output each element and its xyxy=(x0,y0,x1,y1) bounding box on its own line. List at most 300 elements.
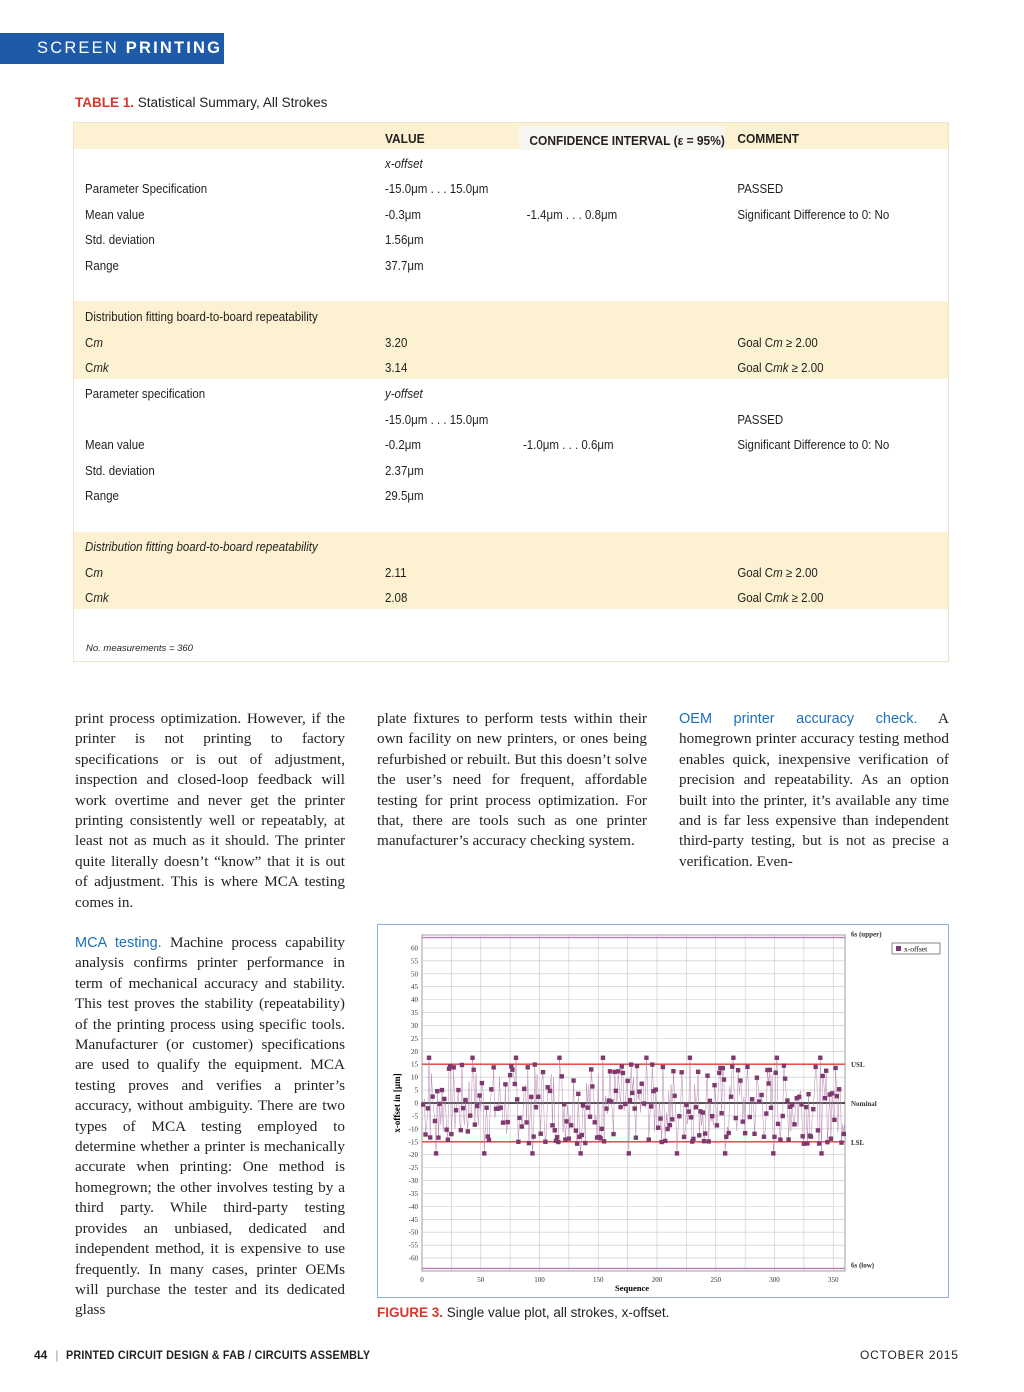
table-row xyxy=(74,560,878,586)
data-point xyxy=(463,1098,467,1102)
data-point xyxy=(833,1066,837,1070)
cmk-symbol: C xyxy=(85,361,94,375)
y-tick-label: 60 xyxy=(411,944,418,953)
data-point xyxy=(480,1081,484,1085)
data-point xyxy=(529,1095,533,1099)
figure-caption-text: Single value plot, all strokes, x-offset. xyxy=(446,1305,670,1320)
data-point xyxy=(454,1108,458,1112)
goal-threshold: ≥ 2.00 xyxy=(788,361,824,375)
data-point xyxy=(663,1139,667,1143)
y-tick-label: 55 xyxy=(411,957,418,966)
data-point xyxy=(829,1136,833,1140)
table-row xyxy=(74,253,878,279)
table-row xyxy=(74,483,878,509)
data-point xyxy=(764,1111,768,1115)
y-tick-label: -50 xyxy=(408,1228,418,1237)
data-point xyxy=(813,1065,817,1069)
data-point xyxy=(578,1151,582,1155)
data-point xyxy=(593,1120,597,1124)
data-point xyxy=(734,1116,738,1120)
data-point xyxy=(715,1123,719,1127)
data-point xyxy=(748,1115,752,1119)
table-row xyxy=(74,407,878,433)
data-point xyxy=(668,1123,672,1127)
data-point xyxy=(679,1070,683,1074)
data-point xyxy=(616,1069,620,1073)
y-tick-label: 35 xyxy=(411,1009,418,1018)
data-point xyxy=(427,1056,431,1060)
data-point xyxy=(538,1132,542,1136)
data-point xyxy=(799,1102,803,1106)
data-point xyxy=(830,1091,834,1095)
data-point xyxy=(688,1056,692,1060)
data-point xyxy=(696,1070,700,1074)
data-point xyxy=(729,1095,733,1099)
data-point xyxy=(487,1138,491,1142)
cmk-subscript: mk xyxy=(93,591,109,605)
data-point xyxy=(637,1089,641,1093)
y-tick-label: -5 xyxy=(412,1112,418,1121)
data-point xyxy=(743,1131,747,1135)
y-tick-label: -25 xyxy=(408,1164,418,1173)
row-value: 3.20 xyxy=(384,336,408,350)
legend-entry: x-offset xyxy=(904,944,928,954)
data-point xyxy=(531,1134,535,1138)
data-point xyxy=(805,1141,809,1145)
page-number: 44 xyxy=(34,1348,48,1362)
x-distribution-heading: Distribution fitting board-to-board repeatability xyxy=(85,310,318,324)
figure-caption-label: FIGURE 3. xyxy=(377,1305,444,1320)
data-point xyxy=(562,1102,566,1106)
figure-caption xyxy=(377,1305,669,1320)
data-point xyxy=(650,1062,654,1066)
row-comment: Significant Difference to 0: No xyxy=(737,438,890,452)
row-value: 1.56μm xyxy=(384,233,424,247)
cm-symbol: C xyxy=(85,566,94,580)
goal-threshold: ≥ 2.00 xyxy=(788,591,824,605)
data-point xyxy=(456,1088,460,1092)
section-name-light: SCREEN xyxy=(37,39,119,57)
data-point xyxy=(571,1078,575,1082)
data-point xyxy=(534,1105,538,1109)
data-point xyxy=(466,1129,470,1133)
y-tick-label: 25 xyxy=(411,1034,418,1043)
data-point xyxy=(491,1065,495,1069)
data-point xyxy=(691,1137,695,1141)
data-point xyxy=(782,1063,786,1067)
header-value: VALUE xyxy=(384,131,425,146)
data-point xyxy=(671,1069,675,1073)
y-distribution-heading: Distribution fitting board-to-board repeatability xyxy=(85,540,318,554)
data-point xyxy=(766,1081,770,1085)
data-point xyxy=(647,1137,651,1141)
table-header-row xyxy=(74,125,878,151)
data-point xyxy=(707,1139,711,1143)
row-value: -0.2μm xyxy=(384,438,421,452)
data-point xyxy=(658,1116,662,1120)
data-point xyxy=(501,1120,505,1124)
data-point xyxy=(708,1099,712,1103)
y-tick-label: -15 xyxy=(408,1138,418,1147)
data-point xyxy=(567,1136,571,1140)
data-point xyxy=(839,1140,843,1144)
y-tick-label: 5 xyxy=(414,1086,418,1095)
data-point xyxy=(773,1071,777,1075)
row-param: Std. deviation xyxy=(85,233,155,247)
data-point xyxy=(602,1139,606,1143)
table-row xyxy=(74,227,878,253)
x-tick-label: 200 xyxy=(651,1276,663,1284)
data-point xyxy=(601,1056,605,1060)
data-point xyxy=(625,1079,629,1083)
row-ci: -1.4μm . . . 0.8μm xyxy=(526,208,618,222)
data-point xyxy=(665,1127,669,1131)
data-point xyxy=(470,1056,474,1060)
y-tick-label: 30 xyxy=(411,1021,418,1030)
data-point xyxy=(752,1132,756,1136)
row-value: 2.37μm xyxy=(384,464,424,478)
table-caption-text: Statistical Summary, All Strokes xyxy=(137,95,328,110)
row-comment: PASSED xyxy=(737,182,784,196)
y-tick-label: -35 xyxy=(408,1189,418,1198)
data-point xyxy=(520,1124,524,1128)
x-tick-label: 0 xyxy=(420,1276,424,1284)
data-point xyxy=(459,1128,463,1132)
data-point xyxy=(694,1105,698,1109)
data-point xyxy=(628,1098,632,1102)
reference-line-label: USL xyxy=(851,1061,865,1070)
data-point xyxy=(536,1095,540,1099)
data-point xyxy=(712,1083,716,1087)
data-point xyxy=(477,1093,481,1097)
data-point xyxy=(600,1127,604,1131)
article-paragraph xyxy=(679,709,949,872)
data-point xyxy=(556,1140,560,1144)
y-axis-label: x-offset in [µm] xyxy=(392,1073,402,1133)
goal-text: Goal C xyxy=(737,566,774,580)
row-param: Range xyxy=(85,259,119,273)
data-point xyxy=(806,1092,810,1096)
data-point xyxy=(611,1132,615,1136)
goal-subscript: mk xyxy=(773,591,789,605)
article-column-1b xyxy=(75,933,345,1321)
y-tick-label: -20 xyxy=(408,1151,418,1160)
data-point xyxy=(499,1106,503,1110)
data-point xyxy=(722,1077,726,1081)
data-point xyxy=(590,1084,594,1088)
data-point xyxy=(656,1126,660,1130)
data-point xyxy=(614,1089,618,1093)
table-row xyxy=(74,432,890,458)
data-point xyxy=(510,1067,514,1071)
data-point xyxy=(842,1132,846,1136)
data-point xyxy=(654,1087,658,1091)
data-point xyxy=(609,1099,613,1103)
data-point xyxy=(811,1107,815,1111)
data-point xyxy=(757,1099,761,1103)
data-point xyxy=(832,1118,836,1122)
x-tick-label: 50 xyxy=(477,1276,485,1284)
article-paragraph: print process optimization. However, if the printer is not printing to factory specifications or is out of adjustment, inspection and closed-loop feedback will work overtime and never get the printer printing consistently well or repeatably, at least not as much as it should. The printer quite literally doesn’t “know” that it is out of adjustment. This is where MCA testing comes in. xyxy=(75,710,345,911)
data-point xyxy=(516,1140,520,1144)
data-point xyxy=(564,1119,568,1123)
goal-threshold: ≥ 2.00 xyxy=(782,566,818,580)
data-point xyxy=(484,1106,488,1110)
row-param xyxy=(85,591,109,605)
data-point xyxy=(515,1097,519,1101)
data-point xyxy=(776,1122,780,1126)
data-point xyxy=(783,1076,787,1080)
data-point xyxy=(560,1074,564,1078)
data-point xyxy=(632,1106,636,1110)
data-point xyxy=(514,1056,518,1060)
table-row xyxy=(74,458,878,484)
data-point xyxy=(755,1076,759,1080)
data-point xyxy=(530,1151,534,1155)
data-point xyxy=(452,1065,456,1069)
reference-line-label: LSL xyxy=(851,1138,865,1147)
data-point xyxy=(702,1139,706,1143)
table-row xyxy=(74,330,878,356)
data-point xyxy=(627,1151,631,1155)
data-point xyxy=(576,1092,580,1096)
data-point xyxy=(630,1091,634,1095)
data-point xyxy=(629,1062,633,1066)
data-point xyxy=(472,1068,476,1072)
data-point xyxy=(436,1135,440,1139)
data-point xyxy=(790,1103,794,1107)
row-ci: -1.0μm . . . 0.6μm xyxy=(522,438,614,452)
data-point xyxy=(468,1113,472,1117)
data-point xyxy=(444,1127,448,1131)
data-point xyxy=(819,1151,823,1155)
article-column-3 xyxy=(679,709,949,872)
data-point xyxy=(731,1056,735,1060)
data-point xyxy=(837,1087,841,1091)
data-point xyxy=(440,1088,444,1092)
data-point xyxy=(675,1151,679,1155)
y-tick-label: -45 xyxy=(408,1215,418,1224)
statistics-table xyxy=(73,122,949,662)
data-point xyxy=(543,1140,547,1144)
row-value: 29.5μm xyxy=(384,489,424,503)
figure-3-chart xyxy=(377,924,949,1298)
data-point xyxy=(771,1151,775,1155)
table-caption-label: TABLE 1. xyxy=(75,95,135,110)
table-row xyxy=(74,304,878,330)
data-point xyxy=(689,1115,693,1119)
table-row xyxy=(74,202,890,228)
table-row xyxy=(74,381,878,407)
article-column-2 xyxy=(377,709,647,852)
data-point xyxy=(433,1119,437,1123)
cmk-symbol: C xyxy=(85,591,94,605)
data-point xyxy=(569,1123,573,1127)
data-point xyxy=(581,1103,585,1107)
data-point xyxy=(575,1141,579,1145)
data-point xyxy=(434,1151,438,1155)
data-point xyxy=(710,1114,714,1118)
data-point xyxy=(642,1101,646,1105)
table-row xyxy=(74,176,878,202)
data-point xyxy=(818,1056,822,1060)
data-point xyxy=(677,1114,681,1118)
data-point xyxy=(717,1071,721,1075)
data-point xyxy=(548,1089,552,1093)
row-param xyxy=(85,566,103,580)
data-point xyxy=(705,1074,709,1078)
y-tick-label: 0 xyxy=(414,1099,418,1108)
subhead-oem-accuracy-check: OEM printer accuracy check. xyxy=(679,711,918,727)
data-point xyxy=(527,1141,531,1145)
data-point xyxy=(608,1069,612,1073)
goal-text: Goal C xyxy=(737,361,774,375)
data-point xyxy=(759,1093,763,1097)
row-value: 2.11 xyxy=(384,566,407,580)
x-offset-label: x-offset xyxy=(384,157,423,171)
data-point xyxy=(809,1134,813,1138)
data-point xyxy=(824,1069,828,1073)
row-value: 2.08 xyxy=(384,591,408,605)
data-point xyxy=(421,1102,425,1106)
x-tick-label: 250 xyxy=(710,1276,721,1284)
data-point xyxy=(823,1096,827,1100)
data-point xyxy=(703,1131,707,1135)
data-point xyxy=(762,1135,766,1139)
data-point xyxy=(750,1097,754,1101)
data-point xyxy=(797,1095,801,1099)
row-param xyxy=(85,361,109,375)
row-param: Range xyxy=(85,489,119,503)
table-row xyxy=(74,585,878,611)
data-point xyxy=(460,1063,464,1067)
row-comment: PASSED xyxy=(737,413,784,427)
y-tick-label: 40 xyxy=(411,996,418,1005)
data-point xyxy=(786,1137,790,1141)
header-confidence-interval: CONFIDENCE INTERVAL (ε = 95%) xyxy=(529,133,725,148)
subhead-mca-testing: MCA testing. xyxy=(75,935,162,951)
data-point xyxy=(724,1135,728,1139)
data-point xyxy=(585,1105,589,1109)
row-param: Std. deviation xyxy=(85,464,155,478)
data-point xyxy=(701,1110,705,1114)
data-point xyxy=(574,1128,578,1132)
data-point xyxy=(533,1062,537,1066)
data-point xyxy=(804,1105,808,1109)
legend xyxy=(892,943,940,954)
data-point xyxy=(801,1134,805,1138)
data-point xyxy=(621,1071,625,1075)
data-point xyxy=(588,1115,592,1119)
data-point xyxy=(769,1106,773,1110)
data-point xyxy=(541,1070,545,1074)
section-name-bold: PRINTING xyxy=(125,39,223,57)
row-comment: Significant Difference to 0: No xyxy=(737,208,890,222)
data-point xyxy=(428,1135,432,1139)
data-point xyxy=(835,1094,839,1098)
y-tick-label: 10 xyxy=(411,1073,418,1082)
goal-threshold: ≥ 2.00 xyxy=(782,336,818,350)
data-point xyxy=(526,1065,530,1069)
data-point xyxy=(449,1132,453,1136)
data-point xyxy=(475,1104,479,1108)
data-point xyxy=(697,1133,701,1137)
data-point xyxy=(550,1123,554,1127)
data-point xyxy=(745,1065,749,1069)
row-value: -15.0μm . . . 15.0μm xyxy=(384,413,489,427)
issue-date: OCTOBER 2015 xyxy=(860,1348,959,1362)
data-point xyxy=(446,1138,450,1142)
data-point xyxy=(719,1111,723,1115)
data-point xyxy=(640,1082,644,1086)
data-point xyxy=(580,1133,584,1137)
paragraph-body: A homegrown printer accuracy testing method enables quick, inexpensive verification of precision and repeatability. As an option built into the printer, it’s available any time and is far less expensive than independent third-party testing, but is not as precise a verification. Even- xyxy=(679,710,949,870)
paragraph-body: Machine process capability analysis confirms printer performance in term of mechanical accuracy and stability. This test proves the stability (repeatability) of the printing process using specific tools. Manufacturer (or customer) specifications are used to qualify the equipment. MCA testing proves and verifies a printer’s accuracy, without ambiguity. There are two types of MCA testing employed to determine whether a printer is mechanically accurate when printing: One method is homegrown; the other involves testing by a third party. While third-party testing provides an unbiased, dedicated and independent method, it is expensive to use frequently. In many cases, printer OEMs will purchase the tester and its dedicated glass xyxy=(75,934,346,1319)
goal-subscript: m xyxy=(773,336,783,350)
y-spec-param: Parameter specification xyxy=(85,387,206,401)
cmk-subscript: mk xyxy=(93,361,109,375)
data-point xyxy=(736,1068,740,1072)
data-point xyxy=(672,1094,676,1098)
row-value: 3.14 xyxy=(384,361,408,375)
row-comment xyxy=(737,591,823,605)
y-tick-label: 15 xyxy=(411,1060,418,1069)
article-column-1a xyxy=(75,709,345,913)
data-point xyxy=(670,1117,674,1121)
data-point xyxy=(817,1141,821,1145)
data-point xyxy=(687,1109,691,1113)
data-point xyxy=(589,1067,593,1071)
row-param xyxy=(85,336,103,350)
cm-subscript: m xyxy=(93,336,103,350)
data-point xyxy=(635,1064,639,1068)
data-point xyxy=(778,1137,782,1141)
goal-text: Goal C xyxy=(737,336,774,350)
row-value: -0.3μm xyxy=(384,208,421,222)
table-row xyxy=(74,534,878,560)
data-point xyxy=(623,1102,627,1106)
data-point xyxy=(437,1102,441,1106)
data-point xyxy=(785,1098,789,1102)
row-comment xyxy=(737,566,817,580)
reference-line-label: 6s (low) xyxy=(851,1261,875,1270)
data-point xyxy=(508,1073,512,1077)
row-param: Mean value xyxy=(85,208,145,222)
footer-separator: | xyxy=(55,1348,59,1362)
data-point xyxy=(661,1065,665,1069)
data-point xyxy=(473,1122,477,1126)
data-point xyxy=(644,1056,648,1060)
reference-line-label: Nominal xyxy=(851,1100,877,1108)
data-point xyxy=(557,1056,561,1060)
table-row xyxy=(74,355,878,381)
data-point xyxy=(435,1089,439,1093)
y-tick-label: 20 xyxy=(411,1047,418,1056)
data-point xyxy=(583,1141,587,1145)
data-point xyxy=(775,1056,779,1060)
data-point xyxy=(442,1097,446,1101)
row-comment xyxy=(737,336,817,350)
y-tick-label: -30 xyxy=(408,1177,418,1186)
x-tick-label: 100 xyxy=(534,1276,545,1284)
row-param: Mean value xyxy=(85,438,145,452)
data-point xyxy=(522,1087,526,1091)
data-point xyxy=(517,1116,521,1120)
cm-symbol: C xyxy=(85,336,94,350)
y-tick-label: 45 xyxy=(411,983,418,992)
data-point xyxy=(741,1119,745,1123)
y-tick-label: -55 xyxy=(408,1241,418,1250)
